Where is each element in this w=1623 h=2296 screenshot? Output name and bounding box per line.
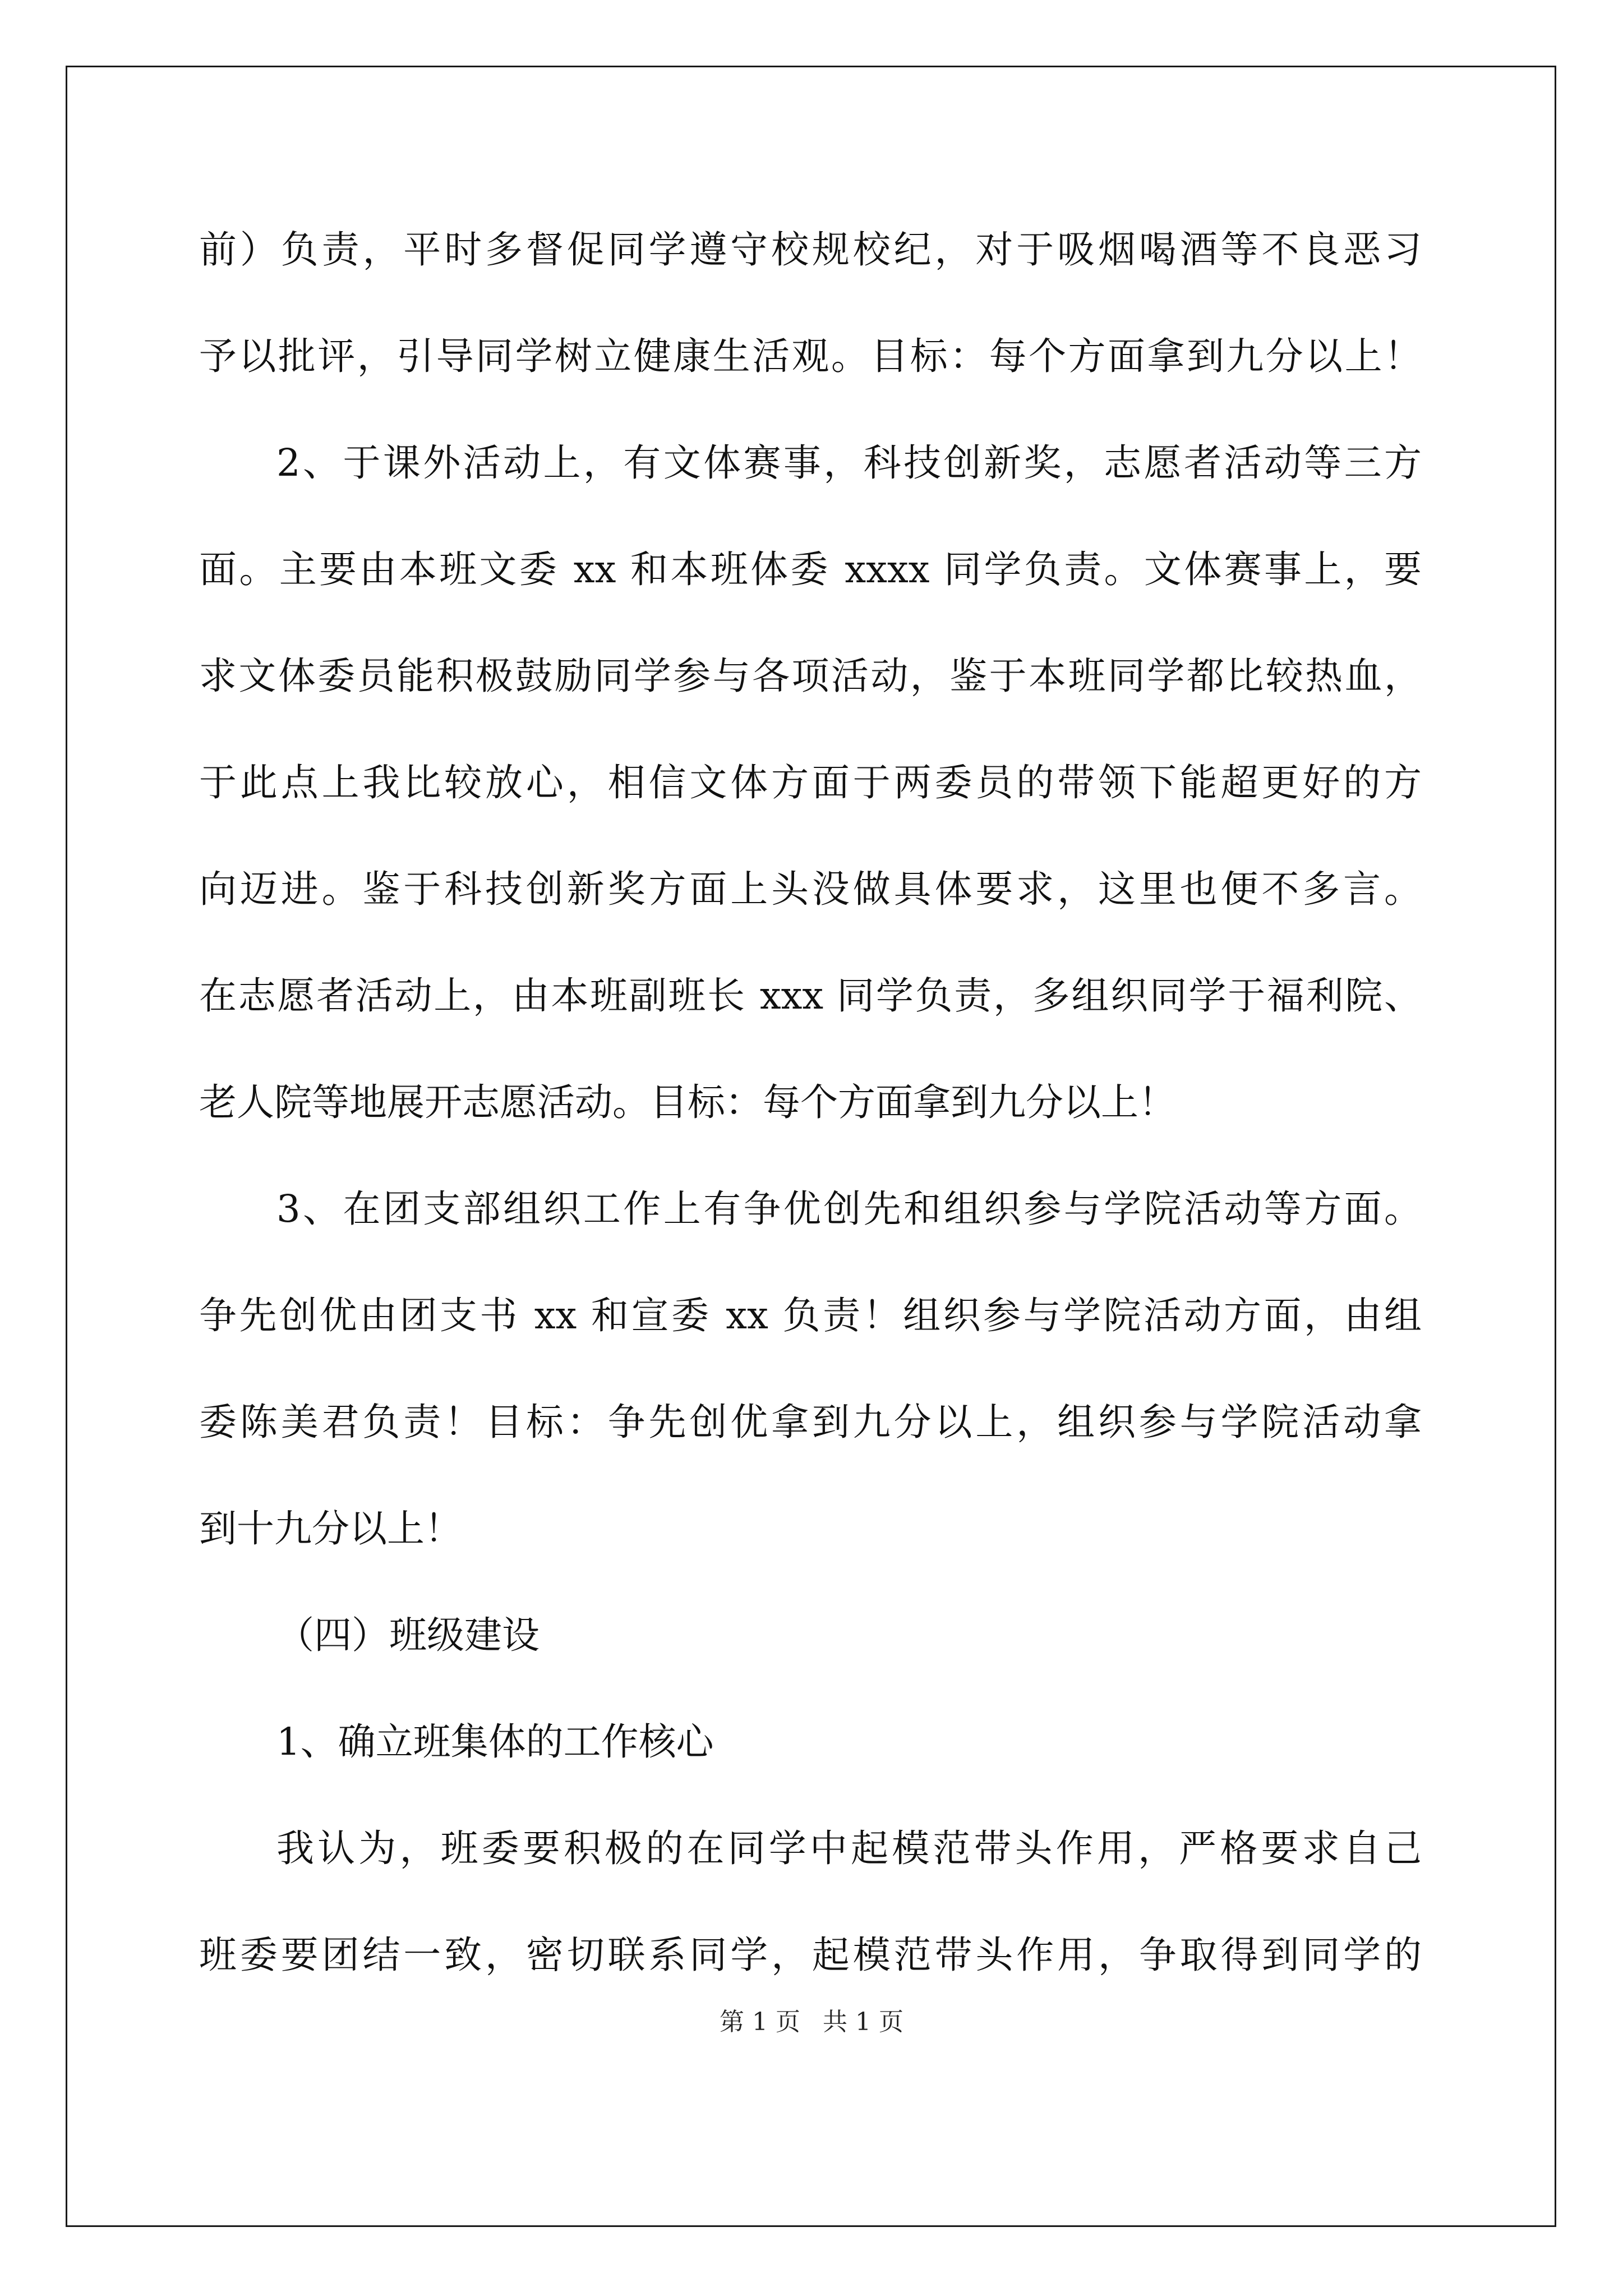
section-heading: （四）班级建设 <box>276 1613 540 1657</box>
text-line: 到十九分以上！ <box>199 1507 462 1550</box>
text-line: 班委要团结一致，密切联系同学，起模范带头作用，争取得到同学的 <box>199 1933 1422 1977</box>
text-line: 老人院等地展开志愿活动。目标：每个方面拿到九分以上！ <box>199 1080 1176 1124</box>
text-line: 争先创优由团支书 xx 和宣委 xx 负责！组织参与学院活动方面，由组 <box>199 1294 1422 1337</box>
text-line: 在志愿者活动上，由本班副班长 xxx 同学负责，多组织同学于福利院、 <box>199 974 1422 1018</box>
text-line: 我认为，班委要积极的在同学中起模范带头作用，严格要求自己 <box>276 1826 1422 1870</box>
text-line: 委陈美君负责！目标：争先创优拿到九分以上，组织参与学院活动拿 <box>199 1400 1422 1444</box>
text-line: 予以批评，引导同学树立健康生活观。目标：每个方面拿到九分以上！ <box>199 334 1422 378</box>
text-line: 3、在团支部组织工作上有争优创先和组织参与学院活动等方面。 <box>276 1187 1422 1231</box>
subsection-heading: 1、确立班集体的工作核心 <box>276 1720 714 1764</box>
page-footer <box>0 2005 1623 2039</box>
text-line: 向迈进。鉴于科技创新奖方面上头没做具体要求，这里也便不多言。 <box>199 867 1422 911</box>
text-line: 求文体委员能积极鼓励同学参与各项活动，鉴于本班同学都比较热血， <box>199 654 1422 698</box>
page-total: 共 1 页 <box>823 2008 903 2036</box>
page-number: 第 1 页 <box>720 2008 800 2036</box>
text-line: 前）负责，平时多督促同学遵守校规校纪，对于吸烟喝酒等不良恶习 <box>199 228 1422 272</box>
text-line: 2、于课外活动上，有文体赛事，科技创新奖，志愿者活动等三方 <box>276 441 1422 485</box>
document-body <box>199 196 1422 2008</box>
text-line: 面。主要由本班文委 xx 和本班体委 xxxx 同学负责。文体赛事上，要 <box>199 547 1422 591</box>
text-line: 于此点上我比较放心，相信文体方面于两委员的带领下能超更好的方 <box>199 761 1422 804</box>
